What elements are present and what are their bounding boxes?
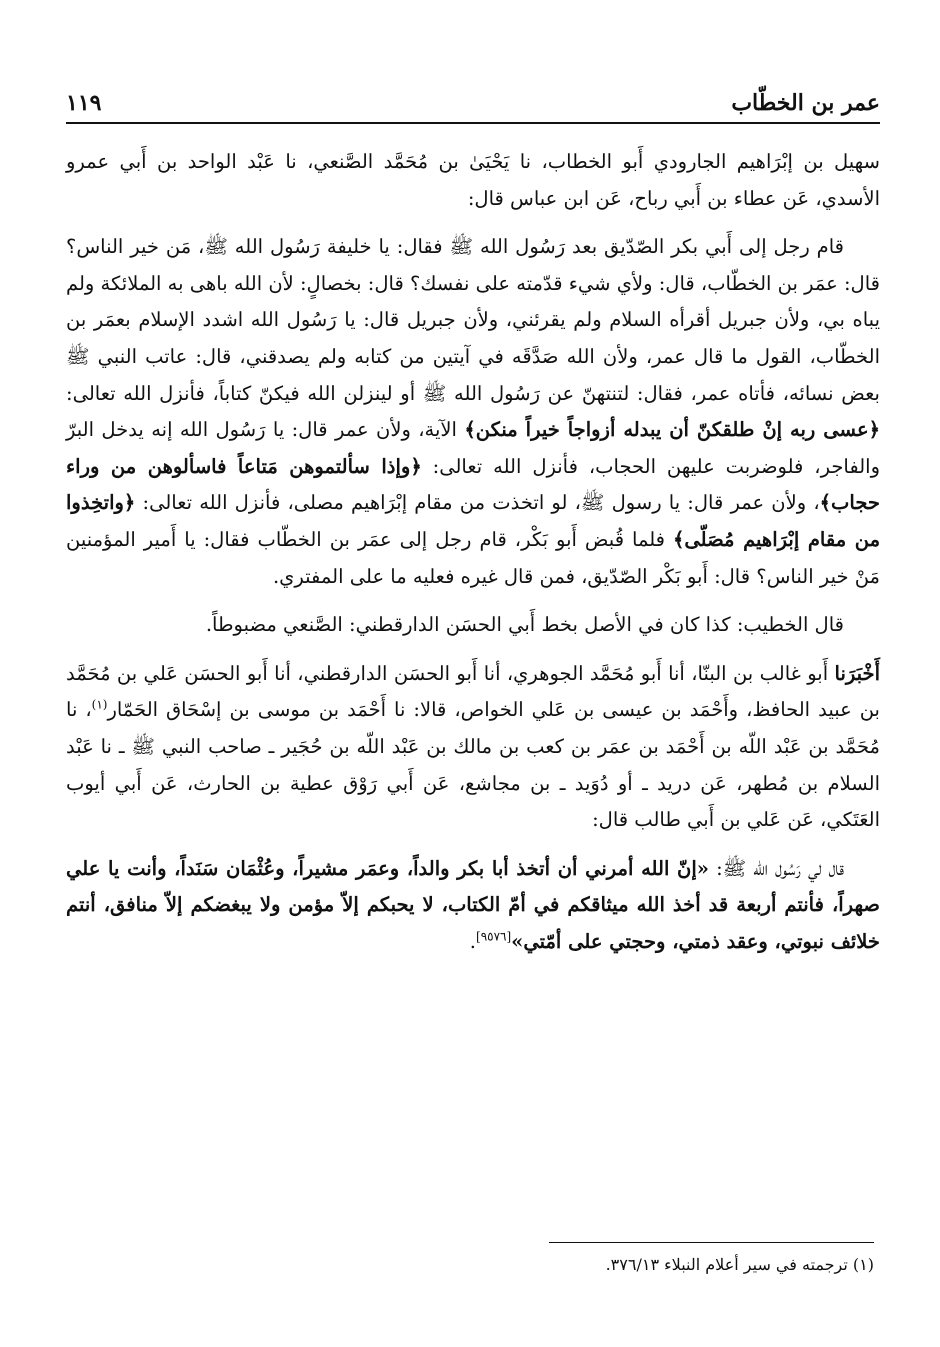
hadith-text: «إنّ الله أمرني أن أتخذ أبا بكر والداً، وعمَر مشيراً، وعُثْمَان سَنَداً، وأنت يا علي صهراً، فأنتم أربعة قد أخذ الله ميثاقكم في أمّ الكتاب، لا يحبكم إلاّ مؤمن ولا يبغضكم إلاّ منافق، أنتم خلائف نبوتي، وعقد ذمتي، وحجتي على أمّتي» [66, 856, 880, 953]
book-page [66, 78, 880, 972]
khatib-note-paragraph: قال الخطيب: كذا كان في الأصل بخط أَبي الحسَن الدارقطني: الصَّنعي مضبوطاً. [205, 613, 844, 637]
hadith-end-punctuation: . [469, 929, 476, 953]
narration-paragraph-1 [66, 229, 880, 595]
narration-text: ، ولأن عمر قال: يا رسول ﷺ، لو اتخذت من مقام إبْرَاهيم مصلى، فأنزل الله تعالى: [135, 491, 820, 515]
quran-quote: ﴿وإذا سألتموهن مَتاعاً فاسألوهن من وراء حجاب﴾ [66, 454, 880, 515]
akhbarana-keyword: أَخْبَرَنا [834, 661, 880, 685]
body-text [66, 144, 880, 960]
narration-text: قام رجل إلى أَبي بكر الصّدّيق بعد رَسُول الله ﷺ فقال: يا خليفة رَسُول الله ﷺ، مَن خير الناس؟ قال: عمَر بن الخطّاب، قال: ولأي شيء قدّمته على نفسك؟ قال: بخصالٍ: لأن الله باهى به الملائكة ولم يباه بي، ولأن جبريل أقرأه السلام ولم يقرئني، ولأن جبريل قال: يا رَسُول الله اشدد الإسلام بعمَر بن الخطّاب، القول ما قال عمر، ولأن الله صَدَّقَه في آيتين من كتابه ولم يصدقني، قال: عاتب النبي ﷺ بعض نسائه، فأتاه عمر، فقال: لتنتهنّ عن رَسُول الله ﷺ أو لينزلن الله فيكنّ كتاباً، فأنزل الله تعالى: [66, 235, 880, 405]
isnad-text: ، نا مُحَمَّد بن عَبْد اللّه بن أَحْمَد بن عمَر بن كعب بن مالك بن عَبْد اللّه بن حُجَير ـ صاحب النبي ﷺ ـ نا عَبْد السلام بن مُطهر، عَن دريد ـ أو دُوَيد ـ بن مجاشع، عَن أَبي رَوْق عطية بن الحارث، عَن أَبي أيوب العَتَكي، عَن عَلي بن أَبي طالب قال: [66, 698, 880, 832]
isnad-text: أَبو غالب بن البنّا، أنا أَبو مُحَمَّد الجوهري، أنا أَبو الحسَن الدارقطني، أنا أَبو الحسَن عَلي بن مُحَمَّد بن عبيد الحافظ، وأَحْمَد بن عيسى بن عَلي الخواص، قالا: نا أَحْمَد بن موسى بن إسْحَاق الحَمّار [66, 661, 880, 722]
narration-text: فلما قُبض أَبو بَكْر، قام رجل إلى عمَر بن الخطّاب فقال: يا أَمير المؤمنين مَنْ خير الناس؟ قال: أَبو بَكْر الصّدّيق، فمن قال غيره فعليه ما على المفتري. [66, 527, 880, 588]
footnote: (١) ترجمته في سير أعلام النبلاء ٣٧٦/١٣. [605, 1255, 874, 1274]
footnote-reference: (١) [91, 697, 108, 712]
quran-quote: ﴿عسى ربه إنْ طلقكنّ أن يبدله أزواجاً خيراً منكن﴾ [464, 418, 881, 442]
page-number: ١١٩ [66, 90, 102, 116]
running-title: عمر بن الخطّاب [731, 90, 880, 116]
quran-quote: ﴿واتخِذوا من مقام إبْرَاهيم مُصَلّى﴾ [66, 491, 881, 551]
isnad-paragraph-1: سهيل بن إبْرَاهيم الجارودي أَبو الخطاب، نا يَحْيَىٰ بن مُحَمَّد الصَّنعي، نا عَبْد الواحد بن أَبي عمرو الأسدي، عَن عطاء بن أَبي رباح، عَن ابن عباس قال: [66, 150, 880, 210]
hadith-paragraph [66, 851, 880, 961]
hadith-intro: قال لي رَسُول الله ﷺ: [708, 856, 844, 880]
running-header [66, 78, 880, 124]
footnote-divider [549, 1242, 874, 1243]
hadith-number: [٩٥٧٦] [476, 929, 512, 944]
narration-text: الآية، ولأن عمر قال: يا رَسُول الله إنه يدخل البرّ والفاجر، فلوضربت عليهن الحجاب، فأنزل الله تعالى: [66, 418, 880, 478]
isnad-paragraph-2 [66, 656, 880, 839]
